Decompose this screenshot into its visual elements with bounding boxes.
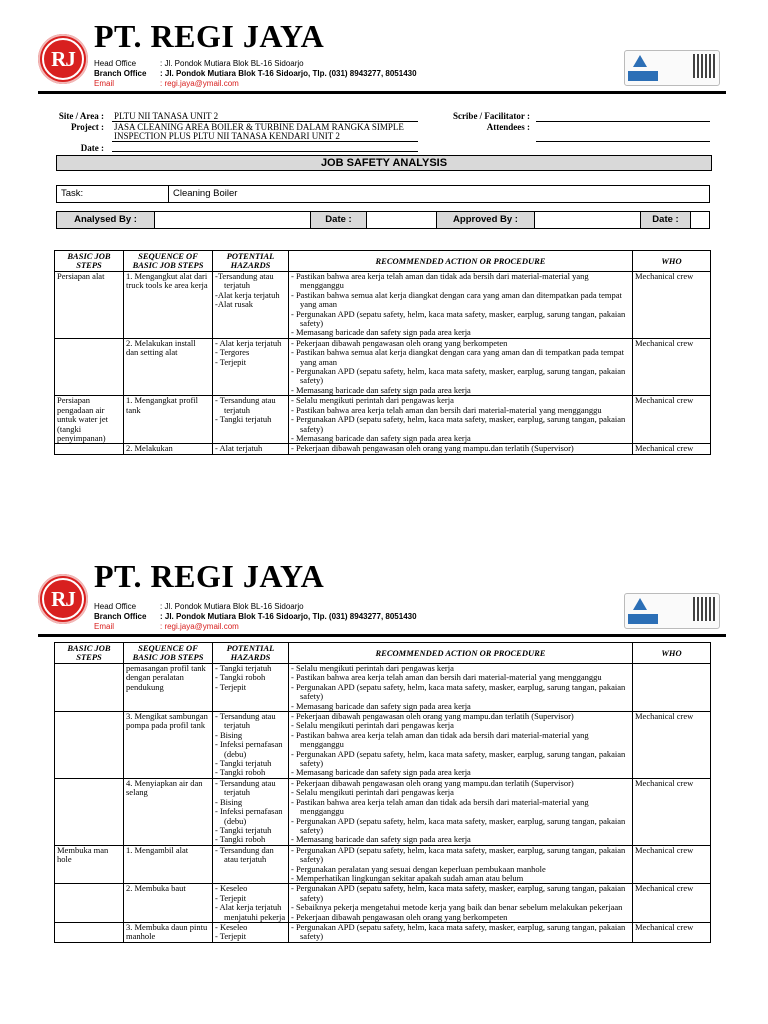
header-action: RECOMMENDED ACTION OR PROCEDURE xyxy=(289,251,633,272)
who-cell: Mechanical crew xyxy=(633,922,711,942)
action-item: - Pergunakan APD (sepatu safety, helm, kaca mata safety, masker, earplug, sarung tangan, pakaian safety) xyxy=(291,748,626,769)
analysed-by-value xyxy=(155,212,311,228)
approved-date-value xyxy=(691,212,711,228)
action-item: - Pergunakan APD (sepatu safety, helm, kaca mata safety, masker, earplug, sarung tangan, pakaian safety) xyxy=(291,922,626,942)
action-item: - Memasang baricade dan safety sign pada area kerja xyxy=(291,700,471,711)
head-office-address: : Jl. Pondok Mutiara Blok BL-16 Sidoarjo xyxy=(160,602,304,611)
site-value: PLTU NII TANASA UNIT 2 xyxy=(114,111,219,121)
task-row xyxy=(56,185,710,203)
signature-row xyxy=(56,211,710,229)
table-row xyxy=(55,664,711,712)
document-page-1 xyxy=(0,0,768,500)
action-item: - Pastikan bahwa area kerja telah aman dan bersih dari material-material yang mengganggu xyxy=(291,672,602,683)
jsa-table-page-1 xyxy=(54,250,711,455)
email-address: : regi.jaya@ymail.com xyxy=(160,622,239,631)
qr-code-icon xyxy=(693,597,717,621)
hazards-cell xyxy=(213,272,289,339)
hazard-item: - Terjepit xyxy=(215,356,247,367)
action-item: - Memperhatikan lingkungan sekitar apakah sudah aman atau belum xyxy=(291,872,524,883)
hazard-item: - Tangki roboh xyxy=(215,672,266,683)
table-row xyxy=(55,884,711,923)
approved-by-label: Approved By : xyxy=(437,212,535,228)
action-item: - Pergunakan APD (sepatu safety, helm, kaca mata safety, masker, earplug, sarung tangan, pakaian safety) xyxy=(291,308,626,329)
action-item: - Pergunakan peralatan yang sesuai dengan keperluan pembukaan manhole xyxy=(291,863,546,874)
email-address: : regi.jaya@ymail.com xyxy=(160,79,239,88)
branch-office-address: : Jl. Pondok Mutiara Blok T-16 Sidoarjo, Tlp. (031) 8943277, 8051430 xyxy=(160,612,417,621)
action-item: - Pastikan bahwa semua alat kerja diangkat dengan cara yang aman dan ditempatkan pada tempat yang aman xyxy=(291,289,622,310)
basic-job-step-cell: Persiapan pengadaan air untuk water jet (tangki penyimpanan) xyxy=(55,396,124,444)
project-label: Project : xyxy=(70,122,104,132)
hazard-item: - Bising xyxy=(215,796,243,807)
company-name: PT. REGI JAYA xyxy=(94,18,325,54)
hazard-item: - Alat kerja terjatuh xyxy=(215,338,282,348)
hazard-item: - Tangki terjatuh xyxy=(215,414,272,425)
sequence-cell: 2. Membuka baut xyxy=(124,884,213,923)
action-item: - Pastikan bahwa area kerja telah aman dan tidak ada bersih dari material-material yang mengganggu xyxy=(291,729,589,750)
hazard-item: - Tangki terjatuh xyxy=(215,758,272,769)
sequence-cell: 3. Mengikat sambungan pompa pada profil tank xyxy=(124,712,213,779)
who-cell: Mechanical crew xyxy=(633,396,711,444)
action-cell xyxy=(289,338,633,395)
scribe-label: Scribe / Facilitator : xyxy=(452,111,530,121)
hazard-item: - Tangki roboh xyxy=(215,767,266,778)
action-item: - Pastikan bahwa area kerja telah aman dan tidak ada bersih dari material-material yang mengganggu xyxy=(291,796,589,817)
header-action: RECOMMENDED ACTION OR PROCEDURE xyxy=(289,643,633,664)
hazard-item: - Tersandung atau terjatuh xyxy=(215,395,276,415)
action-item: - Pergunakan APD (sepatu safety, helm, kaca mata safety, masker, earplug, sarung tangan, pakaian safety) xyxy=(291,681,626,702)
action-item: - Selalu mengikuti perintah dari pengawas kerja xyxy=(291,787,454,798)
hazards-cell xyxy=(213,338,289,395)
table-row xyxy=(55,396,711,444)
action-item: - Pergunakan APD (sepatu safety, helm, kaca mata safety, masker, earplug, sarung tangan, pakaian safety) xyxy=(291,883,626,903)
hazard-item: - Tangki roboh xyxy=(215,834,266,845)
hazard-item: -Alat rusak xyxy=(215,299,254,310)
company-address xyxy=(94,59,417,89)
hazards-cell xyxy=(213,922,289,942)
action-item: - Pastikan bahwa area kerja telah aman dan bersih dari material-material yang mengganggu xyxy=(291,404,602,415)
basic-job-step-cell xyxy=(55,778,124,845)
who-cell: Mechanical crew xyxy=(633,884,711,923)
site-label: Site / Area : xyxy=(58,111,104,121)
attendees-label: Attendees : xyxy=(486,122,530,132)
hazards-cell xyxy=(213,778,289,845)
hazard-item: - Tersandung atau terjatuh xyxy=(215,778,276,798)
action-item: - Selalu mengikuti perintah dari pengawas kerja xyxy=(291,663,454,673)
action-cell xyxy=(289,884,633,923)
basic-job-step-cell xyxy=(55,922,124,942)
action-item: - Selalu mengikuti perintah dari pengawas kerja xyxy=(291,395,454,406)
action-cell xyxy=(289,444,633,454)
task-label: Task: xyxy=(57,186,169,202)
hazards-cell xyxy=(213,664,289,712)
approved-date-label: Date : xyxy=(641,212,691,228)
company-address xyxy=(94,602,417,632)
action-item: - Memasang baricade dan safety sign pada area kerja xyxy=(291,767,471,778)
iso-certification-badge xyxy=(624,593,720,629)
document-page-2 xyxy=(0,560,768,1024)
branch-office-address: : Jl. Pondok Mutiara Blok T-16 Sidoarjo, Tlp. (031) 8943277, 8051430 xyxy=(160,69,417,78)
email-label: Email xyxy=(94,622,115,631)
logo-text: RJ xyxy=(51,587,75,611)
action-item: - Memasang baricade dan safety sign pada area kerja xyxy=(291,327,471,338)
basic-job-step-cell xyxy=(55,884,124,923)
hazard-item: - Tersandung dan atau terjatuh xyxy=(215,845,274,865)
sequence-cell: 3. Membuka daun pintu manhole xyxy=(124,922,213,942)
action-cell xyxy=(289,272,633,339)
table-row xyxy=(55,272,711,339)
head-office-address: : Jl. Pondok Mutiara Blok BL-16 Sidoarjo xyxy=(160,59,304,68)
hazard-item: - Infeksi pernafasan (debu) xyxy=(215,806,283,826)
action-item: - Pekerjaan dibawah pengawasan oleh orang yang berkompeten xyxy=(291,338,508,348)
action-cell xyxy=(289,845,633,884)
email-label: Email xyxy=(94,79,115,88)
approved-by-value xyxy=(535,212,641,228)
analysed-date-label: Date : xyxy=(311,212,367,228)
action-item: - Pekerjaan dibawah pengawasan oleh orang yang berkompeten xyxy=(291,911,508,922)
qr-code-icon xyxy=(693,54,717,78)
action-item: - Pastikan bahwa area kerja telah aman dan tidak ada bersih dari material-material yang mengganggu xyxy=(291,271,589,291)
hazards-cell xyxy=(213,884,289,923)
hazard-item: - Terjepit xyxy=(215,931,247,942)
hazard-item: - Bising xyxy=(215,729,243,740)
table-row xyxy=(55,845,711,884)
action-item: - Pergunakan APD (sepatu safety, helm, kaca mata safety, masker, earplug, sarung tangan, pakaian safety) xyxy=(291,845,626,865)
action-item: - Pekerjaan dibawah pengawasan oleh orang yang mampu.dan terlatih (Supervisor) xyxy=(291,778,574,788)
hazards-cell xyxy=(213,712,289,779)
action-cell xyxy=(289,664,633,712)
analysed-by-label: Analysed By : xyxy=(57,212,155,228)
table-row xyxy=(55,712,711,779)
attendees-underline xyxy=(536,141,710,142)
header-sequence: SEQUENCE OF BASIC JOB STEPS xyxy=(124,643,213,664)
hazard-item: - Alat terjatuh xyxy=(215,443,263,454)
header-hazards: POTENTIAL HAZARDS xyxy=(213,643,289,664)
task-value: Cleaning Boiler xyxy=(173,188,238,199)
sequence-cell: 4. Menyiapkan air dan selang xyxy=(124,778,213,845)
hazards-cell xyxy=(213,396,289,444)
who-cell xyxy=(633,664,711,712)
action-item: - Pekerjaan dibawah pengawasan oleh orang yang mampu.dan terlatih (Supervisor) xyxy=(291,711,574,722)
header-who: WHO xyxy=(633,643,711,664)
certification-triangle-icon xyxy=(633,55,647,67)
header-sequence: SEQUENCE OF BASIC JOB STEPS xyxy=(124,251,213,272)
logo-text: RJ xyxy=(51,47,75,71)
hazard-item: - Terjepit xyxy=(215,681,247,692)
branch-office-label: Branch Office xyxy=(94,69,147,78)
hazard-item: - Tangki terjatuh xyxy=(215,824,272,835)
hazard-item: - Keseleo xyxy=(215,922,248,932)
action-cell xyxy=(289,778,633,845)
who-cell: Mechanical crew xyxy=(633,778,711,845)
sequence-cell: pemasangan profil tank dengan peralatan pendukung xyxy=(124,664,213,712)
iso-certification-badge xyxy=(624,50,720,86)
header-rule xyxy=(38,634,726,637)
company-name: PT. REGI JAYA xyxy=(94,558,325,594)
table-row xyxy=(55,444,711,454)
hazards-cell xyxy=(213,444,289,454)
hazard-item: - Tergores xyxy=(215,347,250,358)
company-logo xyxy=(38,34,88,84)
hazard-item: -Tersandung atau terjatuh xyxy=(215,271,274,291)
header-basic-job-steps: BASIC JOB STEPS xyxy=(55,251,124,272)
table-row xyxy=(55,338,711,395)
jsa-table-page-2 xyxy=(54,642,711,943)
basic-job-step-cell xyxy=(55,712,124,779)
basic-job-step-cell xyxy=(55,664,124,712)
hazard-item: - Tersandung atau terjatuh xyxy=(215,711,276,731)
header-basic-job-steps: BASIC JOB STEPS xyxy=(55,643,124,664)
date-underline xyxy=(112,151,418,152)
hazard-item: - Infeksi pernafasan (debu) xyxy=(215,739,283,759)
hazard-item: - Terjepit xyxy=(215,892,247,903)
project-underline xyxy=(112,141,418,142)
action-item: - Pergunakan APD (sepatu safety, helm, kaca mata safety, masker, earplug, sarung tangan, pakaian safety) xyxy=(291,366,626,386)
table-row xyxy=(55,922,711,942)
action-cell xyxy=(289,712,633,779)
basic-job-step-cell: Membuka man hole xyxy=(55,845,124,884)
header-rule xyxy=(38,91,726,94)
document-title: JOB SAFETY ANALYSIS xyxy=(56,155,712,171)
date-label: Date : xyxy=(80,143,104,153)
action-item: - Selalu mengikuti perintah dari pengawas kerja xyxy=(291,720,454,731)
branch-office-label: Branch Office xyxy=(94,612,147,621)
who-cell: Mechanical crew xyxy=(633,712,711,779)
hazards-cell xyxy=(213,845,289,884)
action-item: - Pergunakan APD (sepatu safety, helm, kaca mata safety, masker, earplug, sarung tangan, pakaian safety) xyxy=(291,414,626,434)
who-cell: Mechanical crew xyxy=(633,845,711,884)
action-item: - Pekerjaan dibawah pengawasan oleh orang yang mampu.dan terlatih (Supervisor) xyxy=(291,443,574,454)
sequence-cell: 1. Mengangkut alat dari truck tools ke area kerja xyxy=(124,272,213,339)
hazard-item: - Alat kerja terjatuh menjatuhi pekerja xyxy=(215,902,286,922)
who-cell: Mechanical crew xyxy=(633,338,711,395)
who-cell: Mechanical crew xyxy=(633,444,711,454)
hazard-item: - Tangki terjatuh xyxy=(215,663,272,673)
who-cell: Mechanical crew xyxy=(633,272,711,339)
action-item: - Sebaiknya pekerja mengetahui metode kerja yang baik dan benar sebelum melakukan pekerjaan xyxy=(291,902,623,913)
hazard-item: -Alat kerja terjatuh xyxy=(215,289,280,300)
action-cell xyxy=(289,396,633,444)
hazard-item: - Keseleo xyxy=(215,883,248,894)
action-item: - Pergunakan APD (sepatu safety, helm, kaca mata safety, masker, earplug, sarung tangan, pakaian safety) xyxy=(291,815,626,835)
sequence-cell: 2. Melakukan install dan setting alat xyxy=(124,338,213,395)
page-gap xyxy=(0,500,768,560)
head-office-label: Head Office xyxy=(94,59,137,68)
action-item: - Pastikan bahwa semua alat kerja diangkat dengan cara yang aman dan di tempatkan pada tempat yang aman xyxy=(291,347,625,367)
basic-job-step-cell xyxy=(55,338,124,395)
head-office-label: Head Office xyxy=(94,602,137,611)
company-logo xyxy=(38,574,88,624)
header-hazards: POTENTIAL HAZARDS xyxy=(213,251,289,272)
action-cell xyxy=(289,922,633,942)
sequence-cell: 1. Mengangkat profil tank xyxy=(124,396,213,444)
sequence-cell: 2. Melakukan xyxy=(124,444,213,454)
basic-job-step-cell xyxy=(55,444,124,454)
project-value-line-1: JASA CLEANING AREA BOILER & TURBINE DALAM RANGKA SIMPLE xyxy=(114,122,404,132)
action-item: - Memasang baricade dan safety sign pada area kerja xyxy=(291,432,471,443)
table-row xyxy=(55,778,711,845)
certification-triangle-icon xyxy=(633,598,647,610)
scribe-underline xyxy=(536,121,710,122)
project-value-line-2: INSPECTION PLUS PLTU NII TANASA KENDARI UNIT 2 xyxy=(114,131,340,141)
basic-job-step-cell: Persiapan alat xyxy=(55,272,124,339)
sequence-cell: 1. Mengambil alat xyxy=(124,845,213,884)
action-item: - Memasang baricade dan safety sign pada area kerja xyxy=(291,834,471,845)
header-who: WHO xyxy=(633,251,711,272)
action-item: - Memasang baricade dan safety sign pada area kerja xyxy=(291,384,471,395)
analysed-date-value xyxy=(367,212,437,228)
